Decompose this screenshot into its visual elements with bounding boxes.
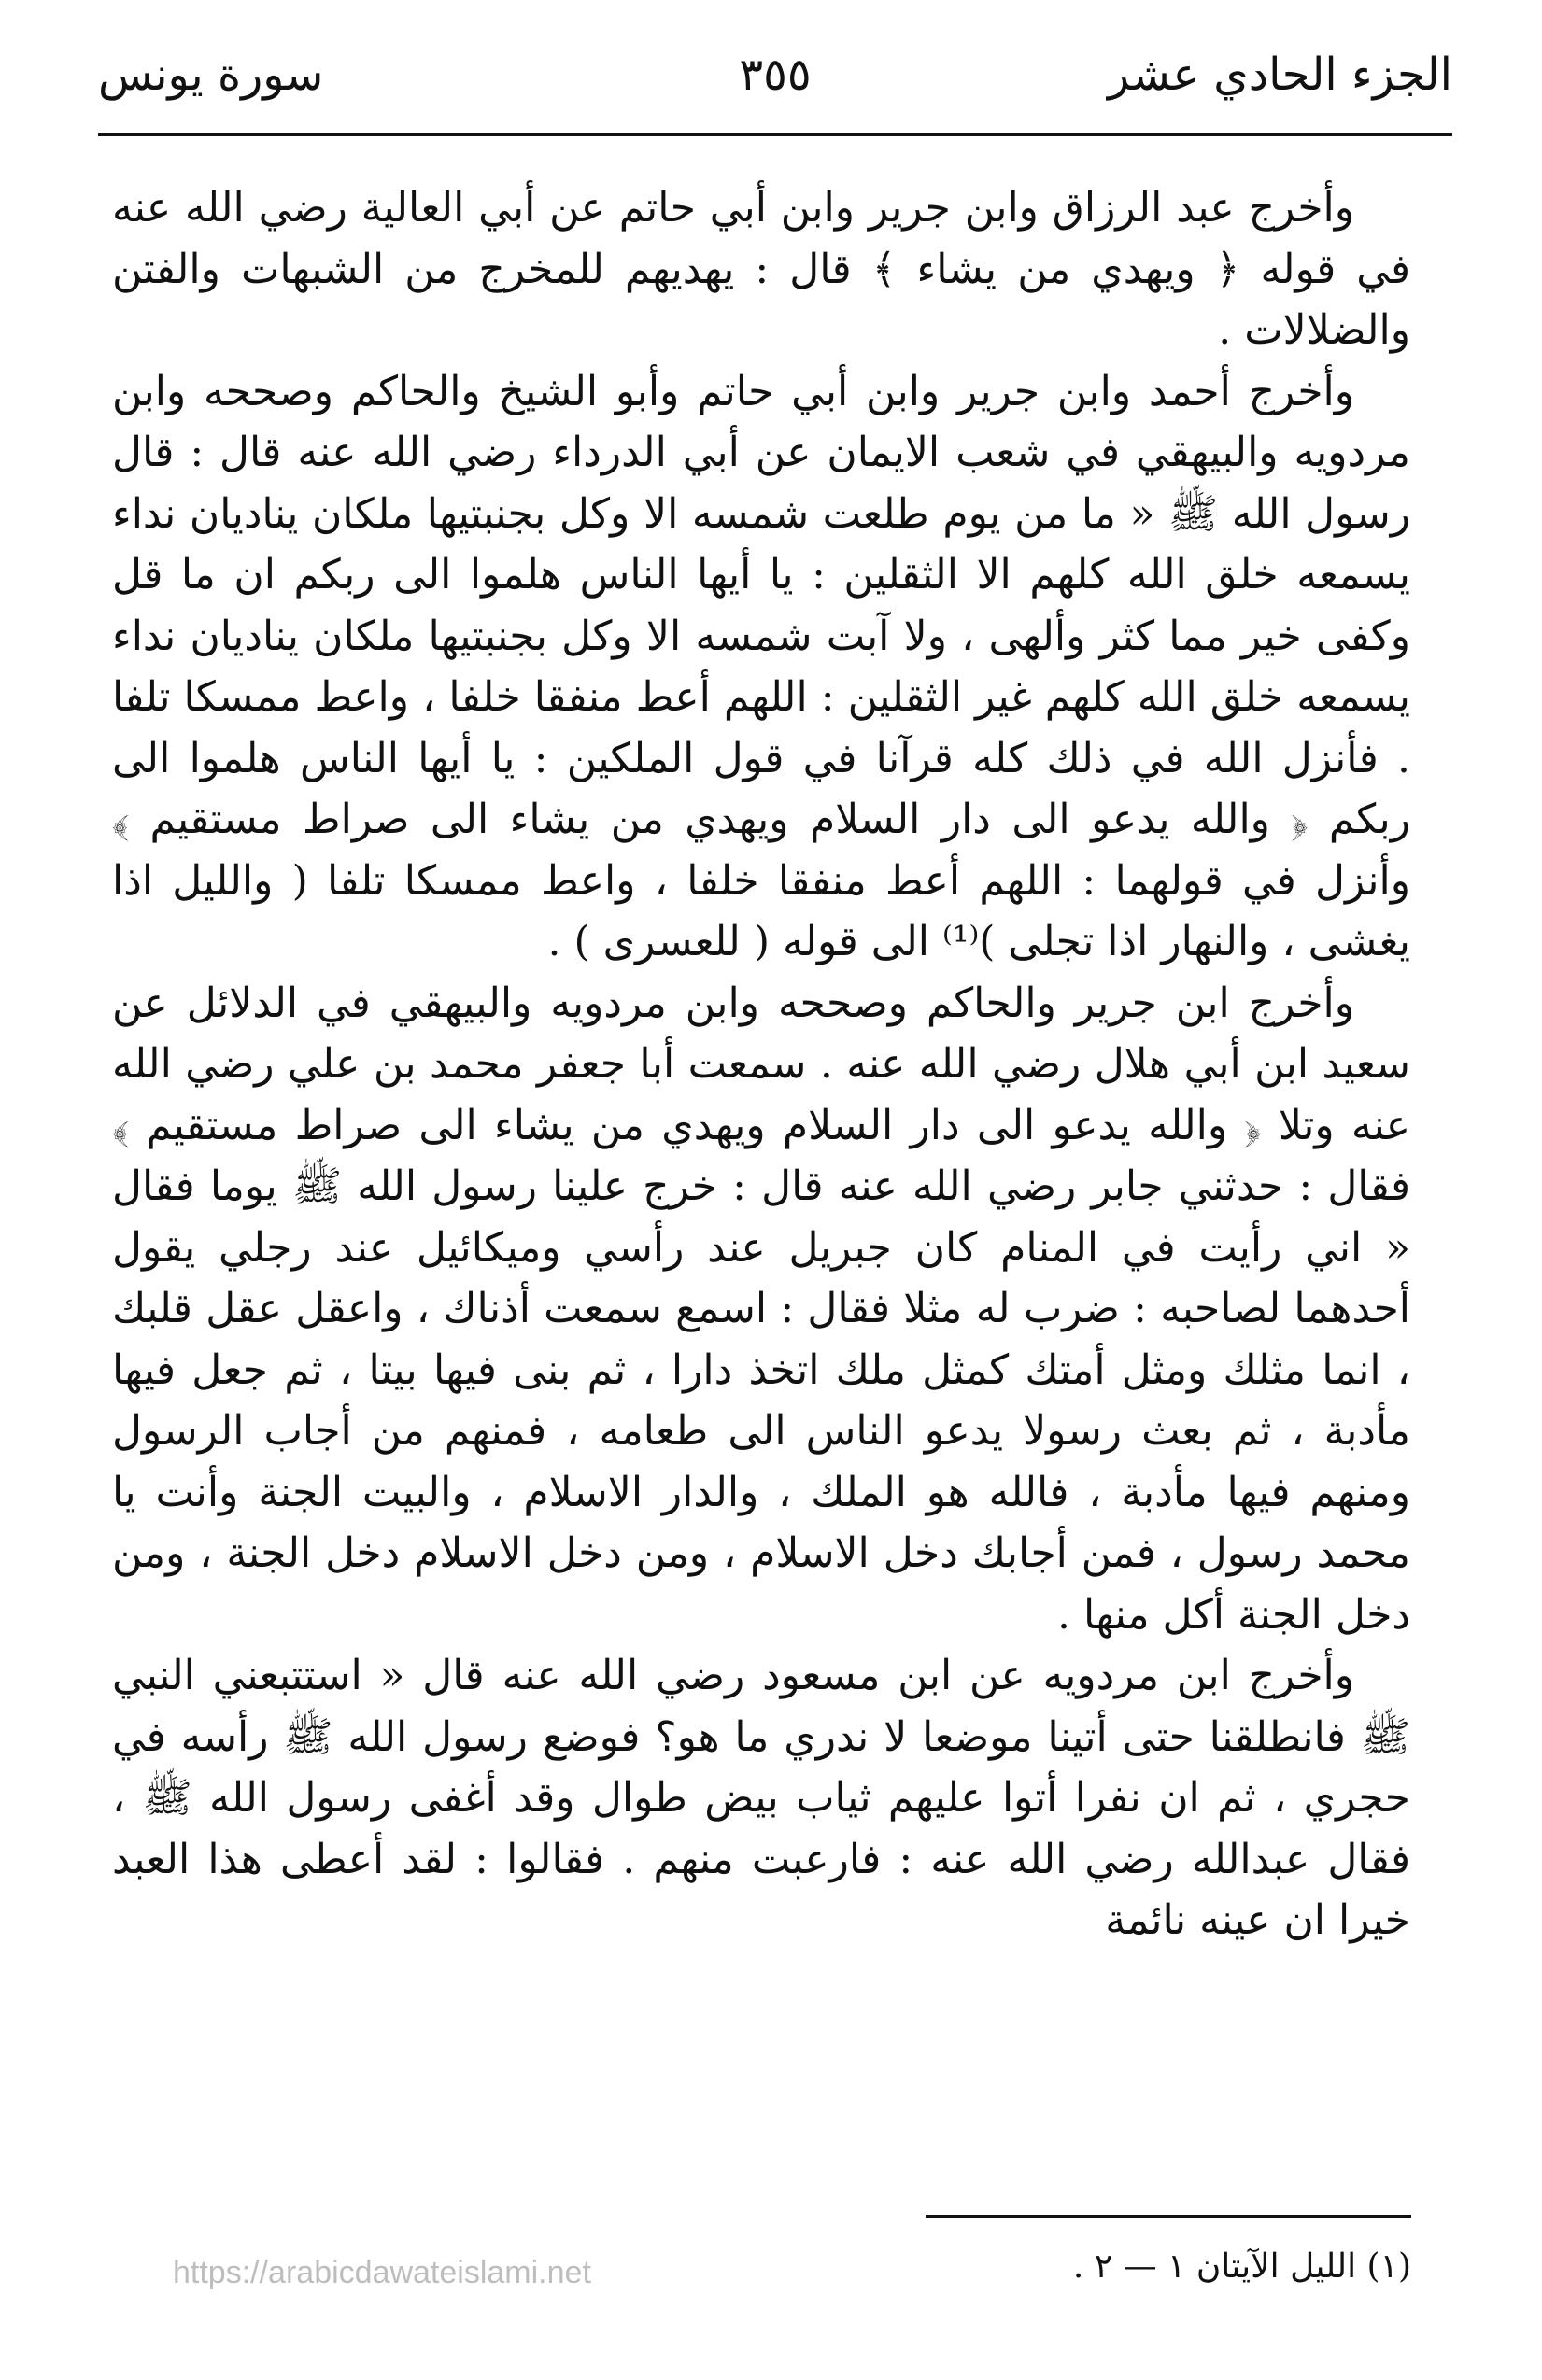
footnote: (١) الليل الآيتان ١ — ٢ . [1072,2247,1411,2286]
page-number: ٣٥٥ [739,49,812,101]
watermark-url: https://arabicdawateislami.net [173,2255,591,2290]
running-header [98,37,1452,112]
main-text [112,177,1410,1951]
paragraph-3: وأخرج ابن جرير والحاكم وصححه وابن مردويه والبيهقي في الدلائل عن سعيد ابن أبي هلال رضي الله عنه . سمعت أبا جعفر محمد بن علي رضي الله عنه وتلا ﴿ والله يدعو الى دار السلام ويهدي من يشاء الى صراط مستقيم ﴾ فقال : حدثني جابر رضي الله عنه قال : خرج علينا رسول الله ﷺ يوما فقال « اني رأيت في المنام كان جبريل عند رأسي وميكائيل عند رجلي يقول أحدهما لصاحبه : ضرب له مثلا فقال : اسمع سمعت أذناك ، واعقل عقل قلبك ، انما مثلك ومثل أمتك كمثل ملك اتخذ دارا ، ثم بنى فيها بيتا ، ثم جعل فيها مأدبة ، ثم بعث رسولا يدعو الناس الى طعامه ، فمنهم من أجاب الرسول ومنهم فيها مأدبة ، فالله هو الملك ، والدار الاسلام ، والبيت الجنة وأنت يا محمد رسول ، فمن أجابك دخل الاسلام ، ومن دخل الاسلام دخل الجنة ، ومن دخل الجنة أكل منها . [112,979,1411,1639]
juz-title: الجزء الحادي عشر [1108,49,1452,101]
paragraph-1: وأخرج عبد الرزاق وابن جرير وابن أبي حاتم عن أبي العالية رضي الله عنه في قوله ﴿ ويهدي من يشاء ﴾ قال : يهديهم للمخرج من الشبهات والفتن والضلالات . [112,184,1410,354]
paragraph-2: وأخرج أحمد وابن جرير وابن أبي حاتم وأبو الشيخ والحاكم وصححه وابن مردويه والبيهقي في شعب الايمان عن أبي الدرداء رضي الله عنه قال : قال رسول الله ﷺ « ما من يوم طلعت شمسه الا وكل بجنبتيها ملكان يناديان نداء يسمعه خلق الله كلهم الا الثقلين : يا أيها الناس هلموا الى ربكم ان ما قل وكفى خير مما كثر وألهى ، ولا آبت شمسه الا وكل بجنبتيها ملكان يناديان نداء يسمعه خلق الله كلهم غير الثقلين : اللهم أعط منفقا خلفا ، واعط ممسكا تلفا . فأنزل الله في ذلك كله قرآنا في قول الملكين : يا أيها الناس هلموا الى ربكم ﴿ والله يدعو الى دار السلام ويهدي من يشاء الى صراط مستقيم ﴾ وأنزل في قولهما : اللهم أعط منفقا خلفا ، واعط ممسكا تلفا ( والليل اذا يغشى ، والنهار اذا تجلى )⁽¹⁾ الى قوله ( للعسرى ) . [112,367,1410,965]
header-divider [98,133,1452,136]
paragraph-4: وأخرج ابن مردويه عن ابن مسعود رضي الله عنه قال « استتبعني النبي ﷺ فانطلقنا حتى أتينا موضعا لا ندري ما هو؟ فوضع رسول الله ﷺ رأسه في حجري ، ثم ان نفرا أتوا عليهم ثياب بيض طوال وقد أغفى رسول الله ﷺ ، فقال عبدالله رضي الله عنه : فارعبت منهم . فقالوا : لقد أعطى هذا العبد خيرا ان عينه نائمة [112,1652,1410,1944]
footnote-divider [926,2215,1411,2218]
surah-title: سورة يونس [98,49,324,101]
